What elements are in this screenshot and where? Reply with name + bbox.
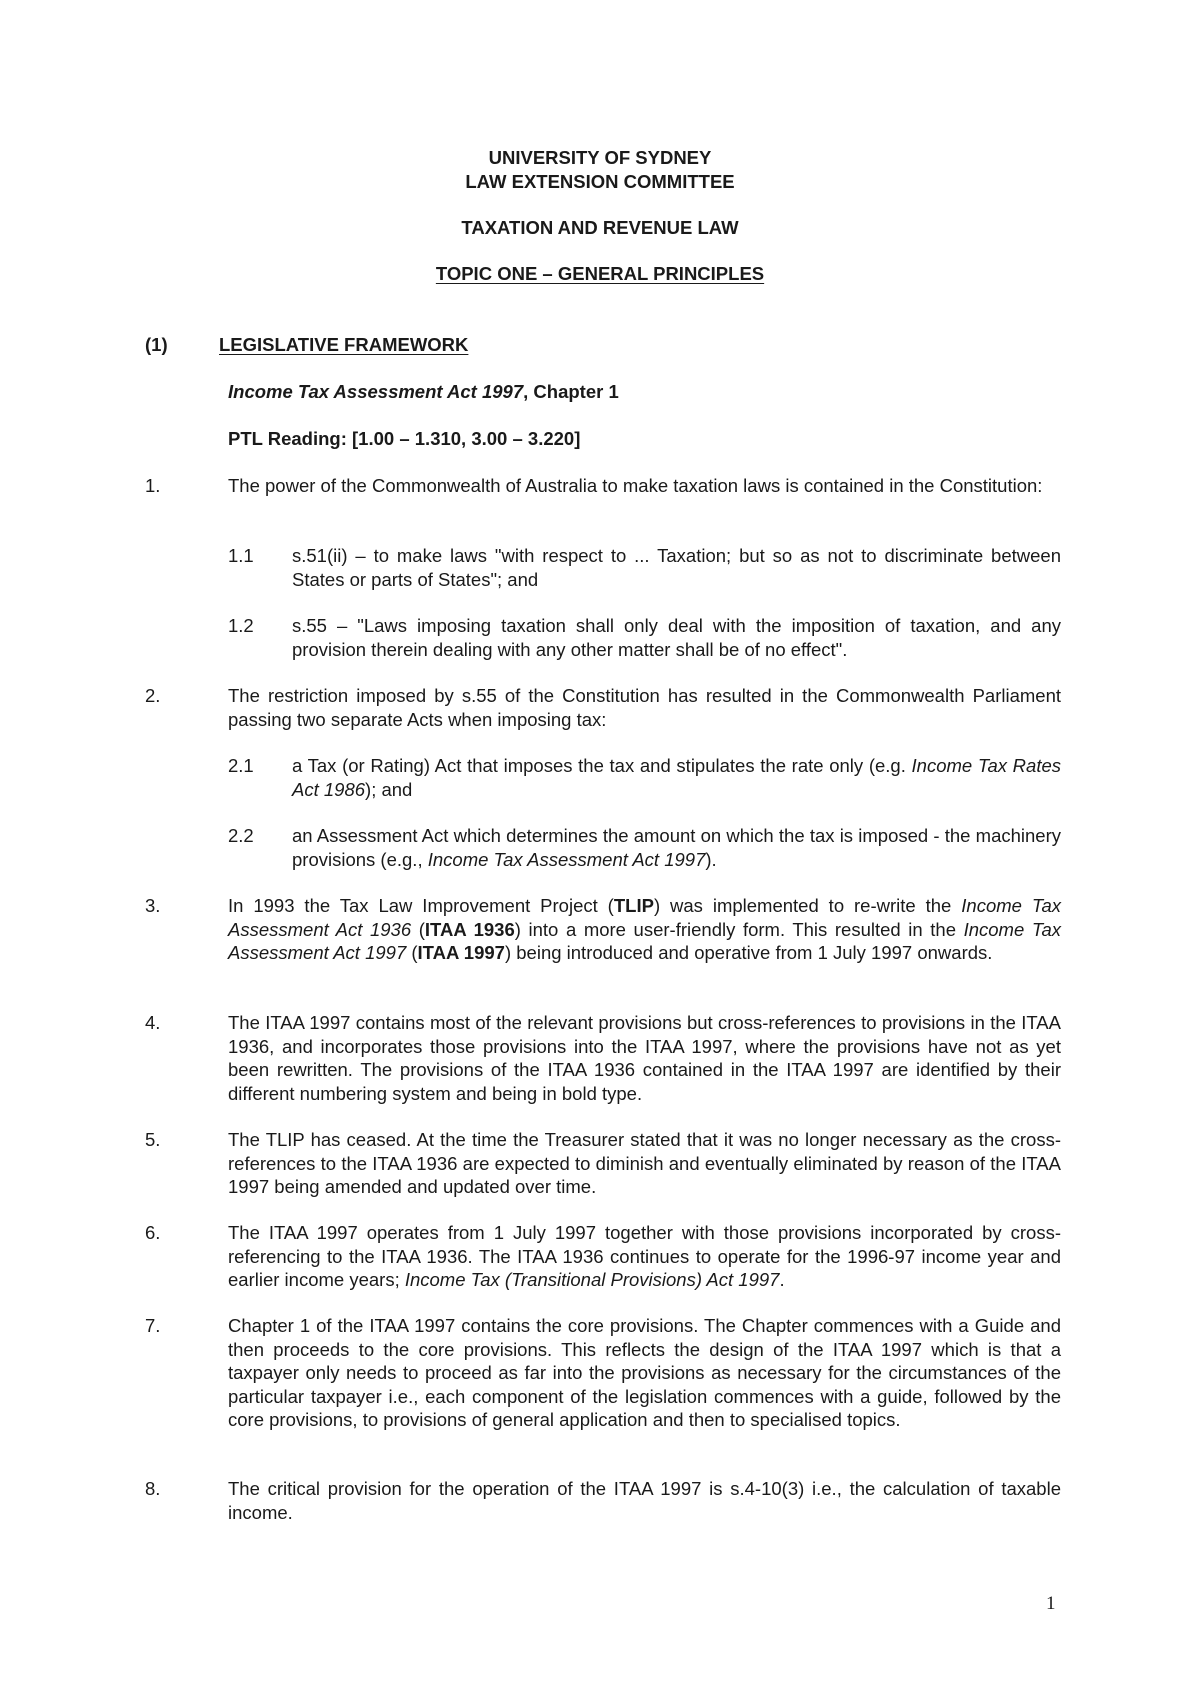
section-number: (1) — [145, 334, 168, 355]
text-run: ) was implemented to re-write the — [653, 895, 962, 916]
text-run: ); and — [365, 778, 413, 800]
subparagraph-number: 2.1 — [228, 755, 254, 776]
paragraph-7: Chapter 1 of the ITAA 1997 contains the core provisions. The Chapter commences with a Guide and then proceeds to the core provisions. This reflects the design of the ITAA 1997 which is that a taxpayer only needs to proceed as far into the provisions as necessary for the circumstances of the particular taxpayer i.e., each component of the legislation commences with a guide, followed by the core provisions, to provisions of general application and then to specialised topics. — [228, 1315, 1061, 1430]
institution-heading: UNIVERSITY OF SYDNEY — [488, 147, 712, 168]
paragraph-4: The ITAA 1997 contains most of the relevant provisions but cross-references to provisions in the ITAA 1936, and incorporates those provisions into the ITAA 1997, where the provisions have not as yet been rewritten. The provisions of the ITAA 1936 contained in the ITAA 1997 are identified by their different numbering system and being in bold type. — [228, 1012, 1061, 1104]
reading-reference: PTL Reading: [1.00 – 1.310, 3.00 – 3.220] — [228, 428, 581, 449]
paragraph-number: 4. — [145, 1012, 161, 1033]
act-chapter: , Chapter 1 — [523, 381, 619, 402]
paragraph-number: 8. — [145, 1478, 161, 1499]
topic-heading — [0, 262, 1200, 286]
defined-term: TLIP — [613, 895, 654, 916]
page-number: 1 — [1046, 1593, 1056, 1614]
paragraph-5: The TLIP has ceased. At the time the Treasurer stated that it was no longer necessary as the cross-references to the ITAA 1936 are expected to diminish and eventually eliminated by reason of the ITAA 1997 being amended and updated over time. — [228, 1129, 1061, 1197]
act-name: Income Tax (Transitional Provisions) Act 1997 — [404, 1269, 780, 1290]
paragraph-6 — [228, 1221, 1061, 1292]
subparagraph-number: 2.2 — [228, 825, 254, 846]
subparagraph-1-2: s.55 – "Laws imposing taxation shall only deal with the imposition of taxation, and any provision therein dealing with any other matter shall be of no effect". — [292, 615, 1061, 660]
text-run: an Assessment Act which determines the amount on which the tax is imposed - the machinery provisions (e.g., — [292, 825, 1061, 870]
paragraph-number: 1. — [145, 475, 161, 496]
subparagraph-number: 1.1 — [228, 545, 254, 566]
course-heading: TAXATION AND REVENUE LAW — [461, 217, 739, 238]
paragraph-2: The restriction imposed by s.55 of the Constitution has resulted in the Commonwealth Parliament passing two separate Acts when imposing tax: — [228, 685, 1061, 730]
text-run: ). — [705, 848, 717, 870]
text-run: The ITAA 1997 operates from 1 July 1997 together with those provisions incorporated by cross-referencing to the ITAA 1936. The ITAA 1936 continues to operate for the 1996-97 income year and earlier income years; — [228, 1222, 1061, 1290]
paragraph-number: 7. — [145, 1315, 161, 1336]
paragraph-3 — [228, 894, 1061, 965]
text-run: ) being introduced and operative from 1 July 1997 onwards. — [504, 942, 993, 963]
section-title: LEGISLATIVE FRAMEWORK — [219, 334, 469, 355]
paragraph-number: 2. — [145, 685, 161, 706]
act-name: Income Tax Assessment Act 1997 — [228, 918, 1061, 963]
text-run: . — [779, 1269, 785, 1290]
act-name: Income Tax Rates Act 1986 — [292, 755, 1061, 800]
paragraph-number: 6. — [145, 1222, 161, 1243]
act-reference — [228, 380, 619, 404]
subparagraph-number: 1.2 — [228, 615, 254, 636]
act-name: Income Tax Assessment Act 1997 — [427, 848, 706, 870]
act-name: Income Tax Assessment Act 1936 — [228, 895, 1061, 940]
subparagraph-2-2 — [292, 824, 1061, 871]
text-run: In 1993 the Tax Law Improvement Project ( — [228, 895, 614, 916]
defined-term: ITAA 1936 — [424, 918, 515, 940]
text-run: ) into a more user-friendly form. This resulted in the — [514, 918, 964, 940]
paragraph-1: The power of the Commonwealth of Australia to make taxation laws is contained in the Constitution: — [228, 475, 1043, 496]
subparagraph-2-1 — [292, 754, 1061, 801]
text-run: ( — [406, 942, 418, 963]
text-run: ( — [411, 918, 425, 940]
text-run: a Tax (or Rating) Act that imposes the tax and stipulates the rate only (e.g. — [292, 755, 912, 776]
paragraph-number: 5. — [145, 1129, 161, 1150]
subparagraph-1-1: s.51(ii) – to make laws "with respect to ... Taxation; but so as not to discriminate between States or parts of States"; and — [292, 545, 1061, 590]
committee-heading: LAW EXTENSION COMMITTEE — [465, 171, 735, 192]
paragraph-number: 3. — [145, 895, 161, 916]
defined-term: ITAA 1997 — [417, 942, 505, 963]
paragraph-8: The critical provision for the operation of the ITAA 1997 is s.4-10(3) i.e., the calculation of taxable income. — [228, 1478, 1061, 1523]
topic-heading-text: TOPIC ONE – GENERAL PRINCIPLES — [435, 263, 765, 284]
act-title: Income Tax Assessment Act 1997 — [228, 381, 524, 402]
